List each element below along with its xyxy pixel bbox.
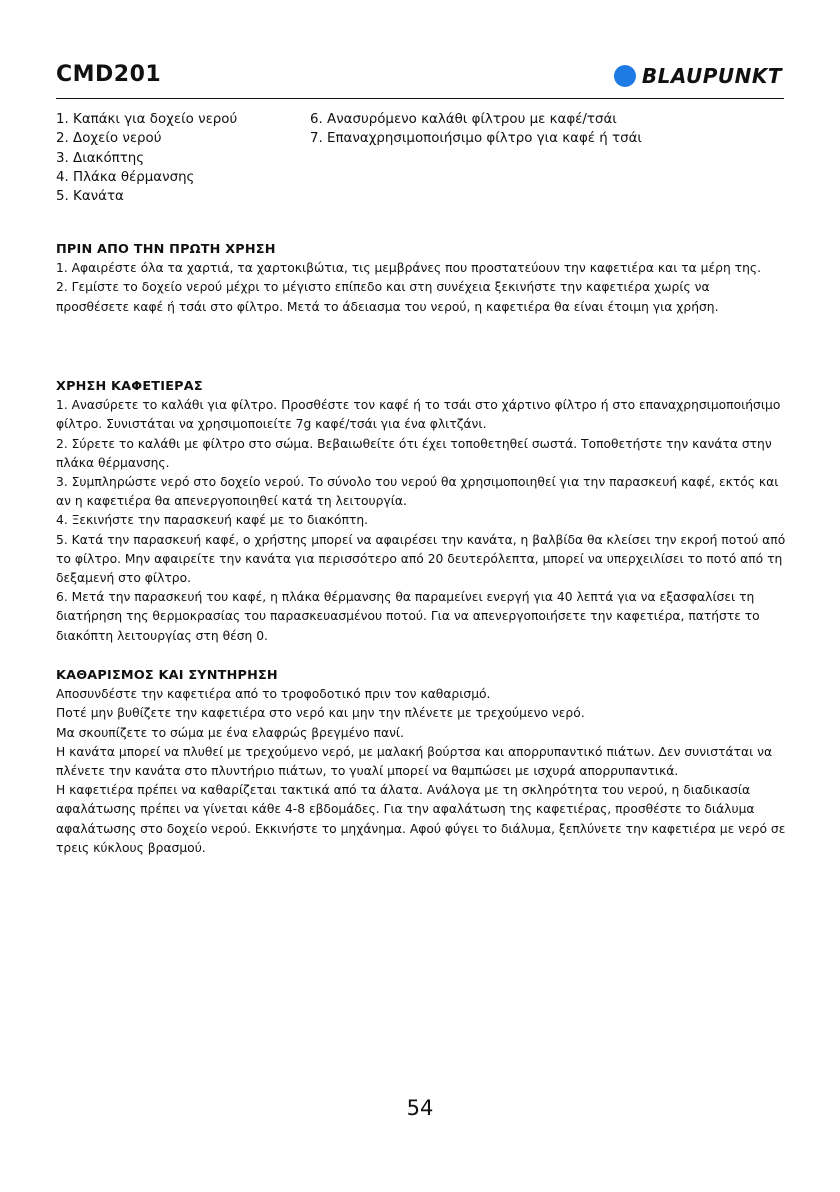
header-divider (56, 98, 784, 99)
section-paragraph: Η κανάτα μπορεί να πλυθεί με τρεχούμενο νερό, με μαλακή βούρτσα και απορρυπαντικό πιάτων. Δεν συνιστάται να πλένετε την κανάτα στο πλυντήριο πιάτων, το γυαλί μπορεί να θαμπώσει με ισχυρά απορρυπαντικά. (56, 744, 773, 779)
section-paragraph: 1. Ανασύρετε το καλάθι για φίλτρο. Προσθέστε τον καφέ ή το τσάι στο χάρτινο φίλτρο ή στο επαναχρησιμοποιήσιμο φίλτρο. Συνιστάται να χρησιμοποιείτε 7g καφέ/τσάι για ένα φλιτζάνι. (56, 398, 781, 432)
brand-logo (614, 64, 782, 88)
part-item: 7. Επαναχρησιμοποιήσιμο φίλτρο για καφέ ή τσάι (310, 131, 642, 147)
page-number: 54 (406, 1096, 434, 1120)
section-paragraph: 3. Συμπληρώστε νερό στο δοχείο νερού. Το σύνολο του νερού θα χρησιμοποιηθεί για την παρασκευή καφέ, εκτός και αν η καφετιέρα θα απενεργοποιηθεί κατά τη λειτουργία. (56, 475, 779, 509)
section-paragraph: Ποτέ μην βυθίζετε την καφετιέρα στο νερό και μην την πλένετε με τρεχούμενο νερό. (56, 706, 585, 721)
section-paragraph: 6. Μετά την παρασκευή του καφέ, η πλάκα θέρμανσης θα παραμείνει ενεργή για 40 λεπτά για να εξασφαλίσει τη διατήρηση της θερμοκρασίας του παρασκευασμένου ποτού. Για να απενεργοποιήσετε την καφετιέρα, πατήστε το διακόπτη λειτουργίας στη θέση 0. (56, 590, 760, 643)
section-paragraph: 5. Κατά την παρασκευή καφέ, ο χρήστης μπορεί να αφαιρέσει την κανάτα, η βαλβίδα θα κλείσει την εκροή ποτού από το φίλτρο. Μην αφαιρείτε την κανάτα για περισσότερο από 20 δευτερόλεπτα, μπορεί να υπερχειλίσει το ποτό από τη δεξαμενή στο φίλτρο. (56, 532, 786, 586)
brand-dot-icon (614, 65, 636, 87)
parts-list-right (310, 110, 642, 149)
section-paragraph: Αποσυνδέστε την καφετιέρα από το τροφοδοτικό πριν τον καθαρισμό. (56, 687, 491, 702)
section-title: ΧΡΗΣΗ ΚΑΦΕΤΙΕΡΑΣ (56, 379, 203, 394)
part-item: 3. Διακόπτης (56, 150, 145, 166)
section-title: ΚΑΘΑΡΙΣΜΟΣ ΚΑΙ ΣΥΝΤΗΡΗΣΗ (56, 668, 278, 683)
model-name: CMD201 (56, 62, 162, 87)
section-paragraph: 4. Ξεκινήστε την παρασκευή καφέ με το διακόπτη. (56, 513, 369, 528)
part-item: 4. Πλάκα θέρμανσης (56, 169, 195, 185)
section-coffee-maker-use (56, 377, 786, 646)
part-item: 6. Ανασυρόμενο καλάθι φίλτρου με καφέ/τσάι (310, 112, 617, 127)
section-cleaning-maintenance (56, 666, 786, 858)
brand-name: BLAUPUNKT (641, 64, 782, 88)
part-item: 5. Κανάτα (56, 189, 124, 205)
section-paragraph: Η καφετιέρα πρέπει να καθαρίζεται τακτικά από τα άλατα. Ανάλογα με τη σκληρότητα του νερού, η διαδικασία αφαλάτωσης πρέπει να γίνεται κάθε 4-8 εβδομάδες. Για την αφαλάτωση της καφετιέρας, προσθέστε το διάλυμα αφαλάτωσης στο δοχείο νερού. Εκκινήστε το μηχάνημα. Αφού φύγει το διάλυμα, ξεπλύνετε την καφετιέρα με νερό σε τρεις κύκλους βρασμού. (56, 783, 786, 855)
parts-list-left (56, 110, 237, 206)
part-item: 2. Δοχείο νερού (56, 131, 162, 147)
section-paragraph: 1. Αφαιρέστε όλα τα χαρτιά, τα χαρτοκιβώτια, τις μεμβράνες που προστατεύουν την καφετιέρα και τα μέρη της. (56, 261, 761, 276)
section-before-first-use (56, 240, 786, 317)
section-paragraph: 2. Γεμίστε το δοχείο νερού μέχρι το μέγιστο επίπεδο και στη συνέχεια ξεκινήστε την καφετιέρα χωρίς να προσθέσετε καφέ ή τσάι στο φίλτρο. Μετά το άδειασμα του νερού, η καφετιέρα θα είναι έτοιμη για χρήση. (56, 280, 719, 314)
page-header (56, 62, 782, 98)
section-title: ΠΡΙΝ ΑΠΟ ΤΗΝ ΠΡΩΤΗ ΧΡΗΣΗ (56, 242, 276, 257)
section-paragraph: Μα σκουπίζετε το σώμα με ένα ελαφρώς βρεγμένο πανί. (56, 725, 405, 740)
part-item: 1. Καπάκι για δοχείο νερού (56, 112, 238, 127)
section-paragraph: 2. Σύρετε το καλάθι με φίλτρο στο σώμα. Βεβαιωθείτε ότι έχει τοποθετηθεί σωστά. Τοποθετήστε την κανάτα στην πλάκα θέρμανσης. (56, 436, 772, 470)
